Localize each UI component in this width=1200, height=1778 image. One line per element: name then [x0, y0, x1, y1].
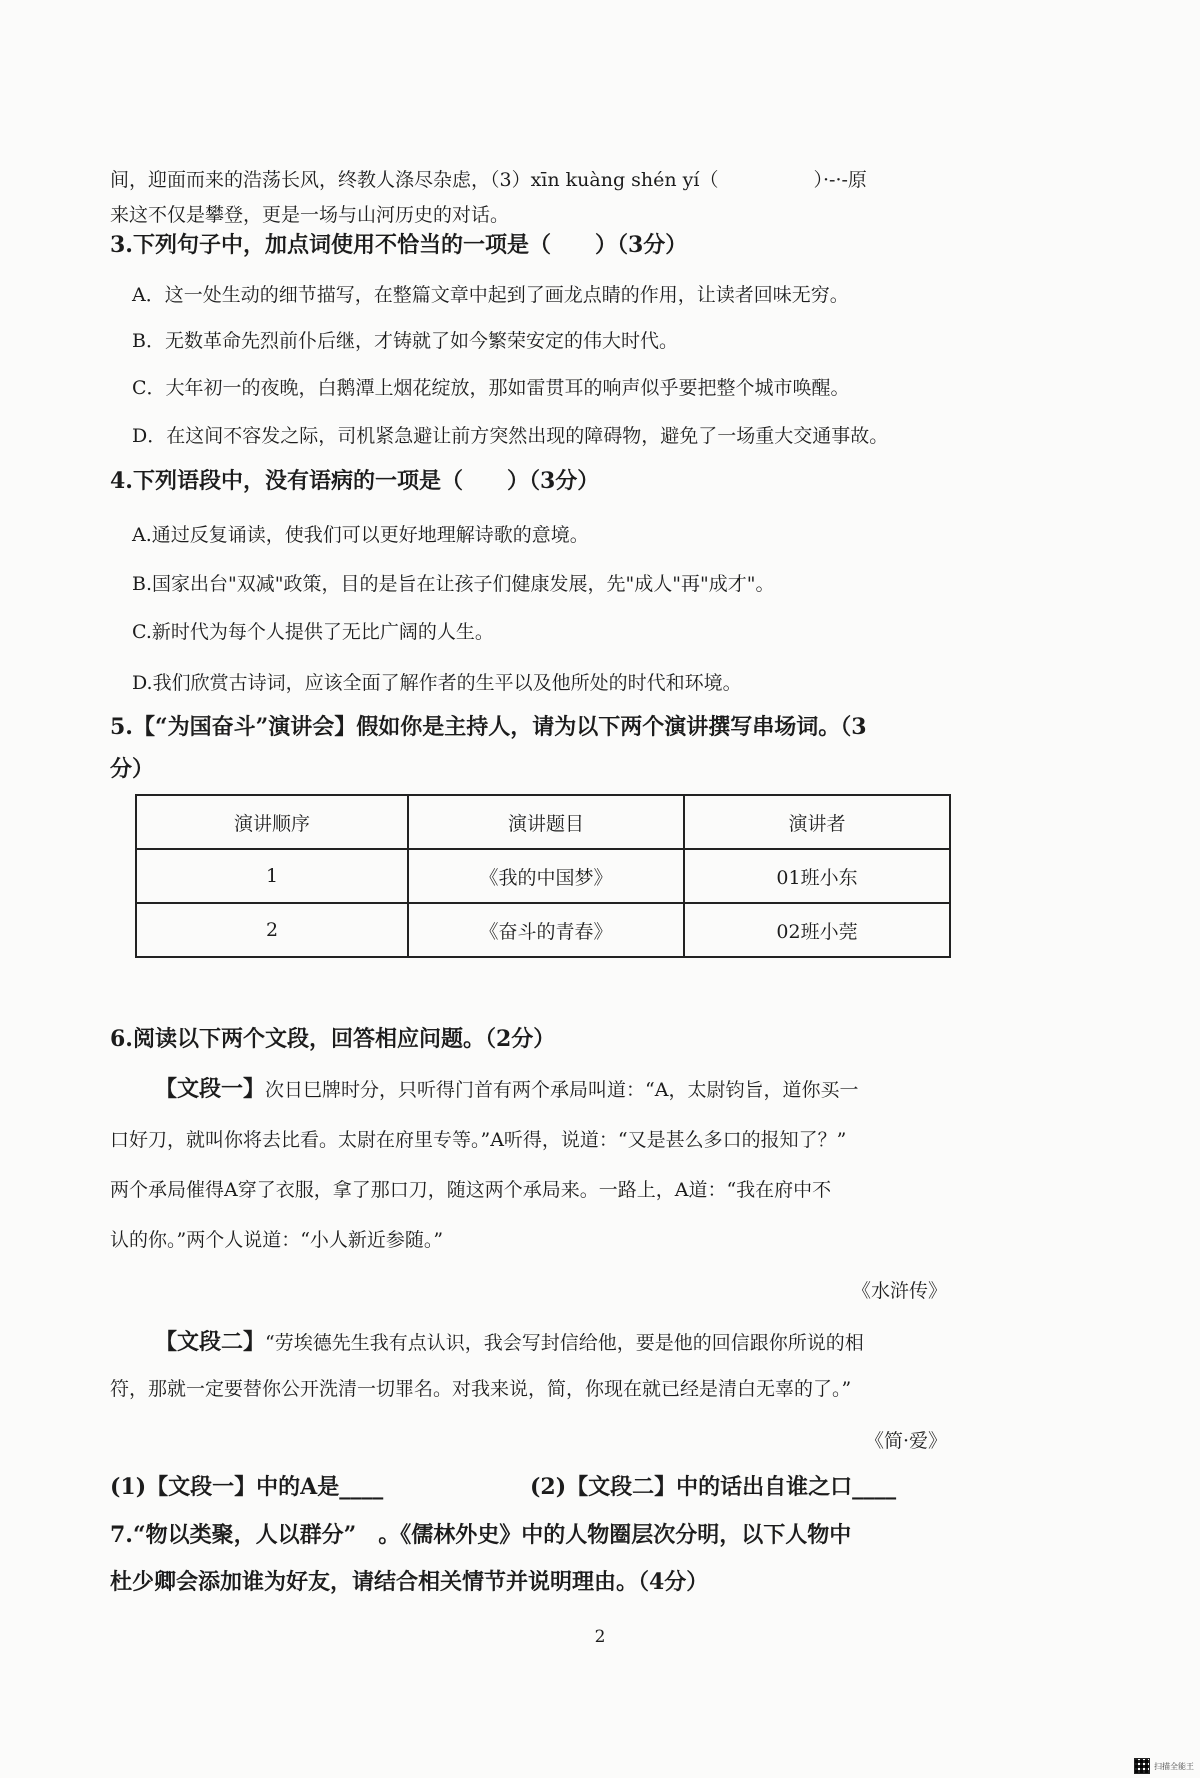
question-7-line-1: 7.“物以类聚，人以群分” 。《儒林外史》中的人物圈层次分明，以下人物中	[110, 1522, 852, 1548]
question-6-sub-2: (2)【文段二】中的话出自谁之口____	[530, 1474, 897, 1500]
speech-schedule-table	[135, 794, 951, 958]
passage-1-line-1	[155, 1072, 858, 1103]
passage-2-source: 《简·爱》	[864, 1430, 947, 1452]
question-6-stem: 6.阅读以下两个文段，回答相应问题。（2分）	[110, 1026, 556, 1052]
passage-2-text: “劳埃德先生我有点认识，我会写封信给他，要是他的回信跟你所说的相	[265, 1332, 864, 1354]
qr-code-icon	[1134, 1758, 1150, 1774]
question-3-stem: 3.下列句子中，加点词使用不恰当的一项是（ ）（3分）	[110, 232, 688, 258]
watermark-text: 扫描全能王	[1154, 1761, 1194, 1771]
question-4-option-d: D.我们欣赏古诗词，应该全面了解作者的生平以及他所处的时代和环境。	[132, 672, 742, 694]
table-cell: 02班小莞	[684, 903, 950, 957]
passage-2-line-2: 符，那就一定要替你公开洗清一切罪名。对我来说，简，你现在就已经是清白无辜的了。”	[110, 1378, 852, 1400]
scanner-watermark	[1134, 1758, 1194, 1774]
question-3-option-d: D．在这间不容发之际，司机紧急避让前方突然出现的障碍物，避免了一场重大交通事故。	[132, 425, 889, 447]
question-6-sub-1: (1)【文段一】中的A是____	[110, 1474, 384, 1500]
table-row	[136, 849, 950, 903]
table-header-cell: 演讲题目	[408, 795, 684, 849]
continuation-line-1: 间，迎面而来的浩荡长风，终教人涤尽杂虑，（3）xīn kuàng shén yí（ ）·-·-原	[110, 169, 867, 191]
continuation-line-2: 来这不仅是攀登，更是一场与山河历史的对话。	[110, 204, 510, 226]
passage-1-label: 【文段一】	[155, 1076, 266, 1102]
question-4-stem: 4.下列语段中，没有语病的一项是（ ）（3分）	[110, 468, 600, 494]
table-cell: 2	[136, 903, 408, 957]
question-4-option-b: B.国家出台"双减"政策，目的是旨在让孩子们健康发展，先"成人"再"成才"。	[132, 573, 775, 595]
table-cell: 01班小东	[684, 849, 950, 903]
question-5-stem-line-2: 分）	[110, 756, 155, 782]
passage-1-line-2: 口好刀，就叫你将去比看。太尉在府里专等。”A听得，说道：“又是甚么多口的报知了？”	[110, 1129, 847, 1151]
passage-1-line-3: 两个承局催得A穿了衣服，拿了那口刀，随这两个承局来。一路上，A道：“我在府中不	[110, 1179, 832, 1201]
question-4-option-c: C.新时代为每个人提供了无比广阔的人生。	[132, 621, 494, 643]
table-cell: 1	[136, 849, 408, 903]
passage-2-label: 【文段二】	[155, 1329, 266, 1355]
table-header-cell: 演讲顺序	[136, 795, 408, 849]
page-number: 2	[594, 1627, 606, 1647]
table-row	[136, 903, 950, 957]
question-4-option-a: A.通过反复诵读，使我们可以更好地理解诗歌的意境。	[132, 524, 589, 546]
table-cell: 《我的中国梦》	[408, 849, 684, 903]
table-cell: 《奋斗的青春》	[408, 903, 684, 957]
passage-1-source: 《水浒传》	[851, 1280, 947, 1302]
passage-1-text: 次日巳牌时分，只听得门首有两个承局叫道：“A，太尉钧旨，道你买一	[265, 1079, 859, 1101]
table-header-row	[136, 795, 950, 849]
passage-1-line-4: 认的你。”两个人说道：“小人新近参随。”	[110, 1229, 444, 1251]
question-3-option-b: B．无数革命先烈前仆后继，才铸就了如今繁荣安定的伟大时代。	[132, 330, 678, 352]
question-3-option-a: A．这一处生动的细节描写，在整篇文章中起到了画龙点睛的作用，让读者回味无穷。	[132, 284, 849, 306]
question-5-stem-line-1: 5.【“为国奋斗”演讲会】假如你是主持人，请为以下两个演讲撰写串场词。（3	[110, 714, 867, 740]
passage-2-line-1	[155, 1325, 864, 1356]
question-3-option-c: C．大年初一的夜晚，白鹅潭上烟花绽放，那如雷贯耳的响声似乎要把整个城市唤醒。	[132, 377, 850, 399]
table-header-cell: 演讲者	[684, 795, 950, 849]
question-7-line-2: 杜少卿会添加谁为好友，请结合相关情节并说明理由。（4分）	[110, 1569, 709, 1595]
